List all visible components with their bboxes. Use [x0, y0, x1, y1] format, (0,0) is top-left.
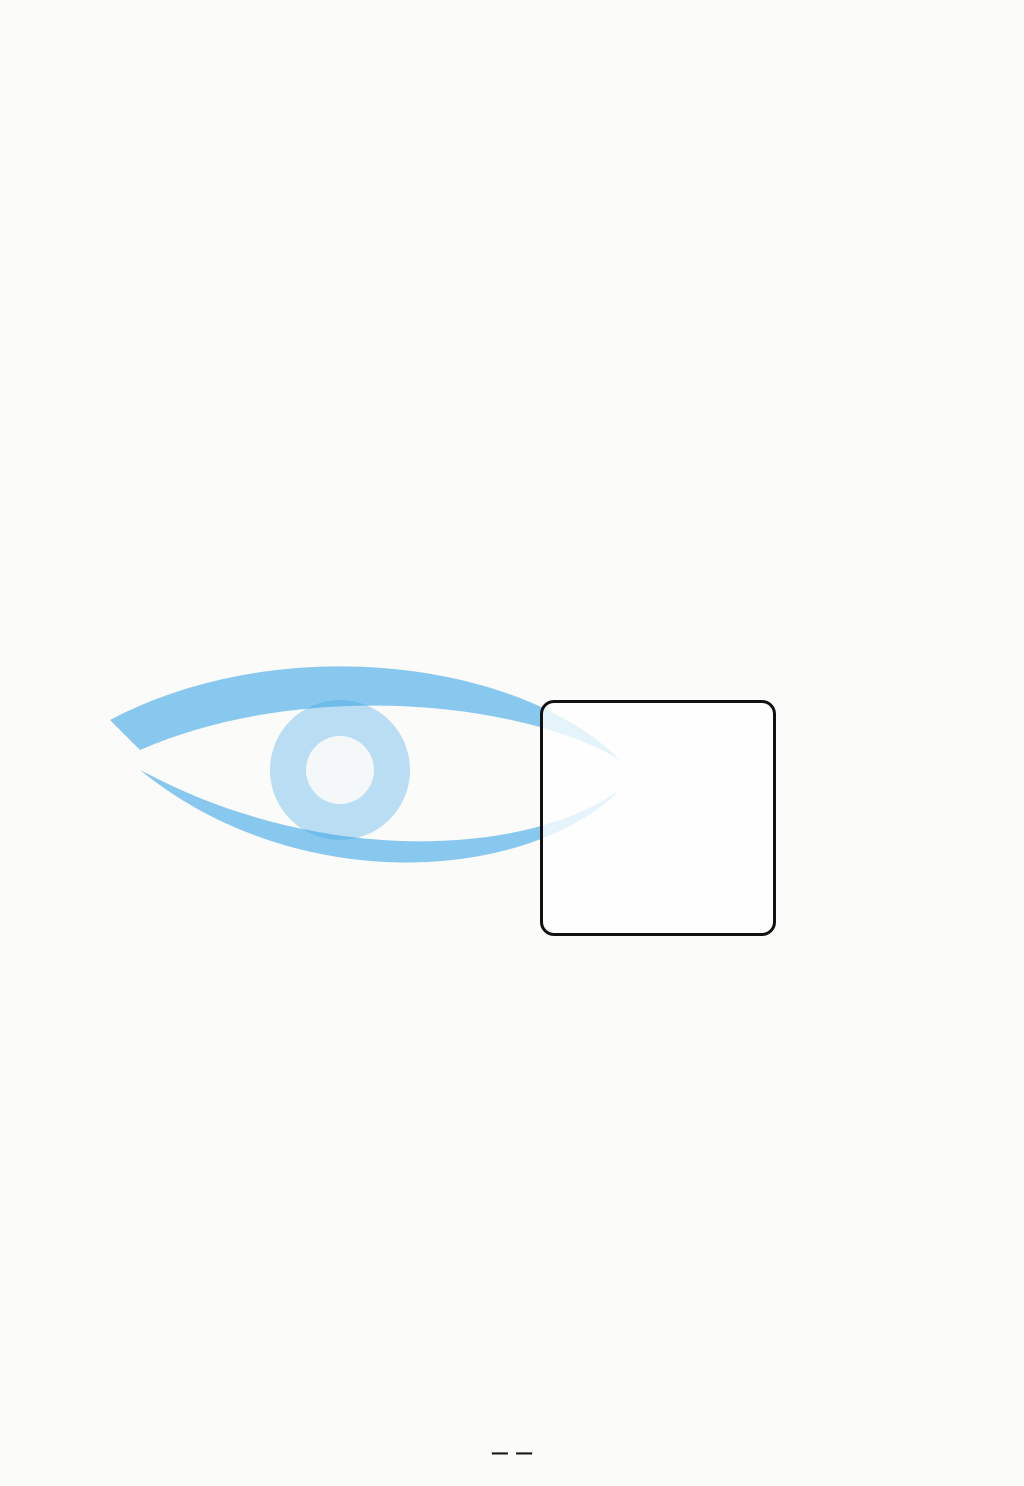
copyright-stamp — [540, 700, 776, 936]
page-number: — — — [490, 1442, 534, 1463]
